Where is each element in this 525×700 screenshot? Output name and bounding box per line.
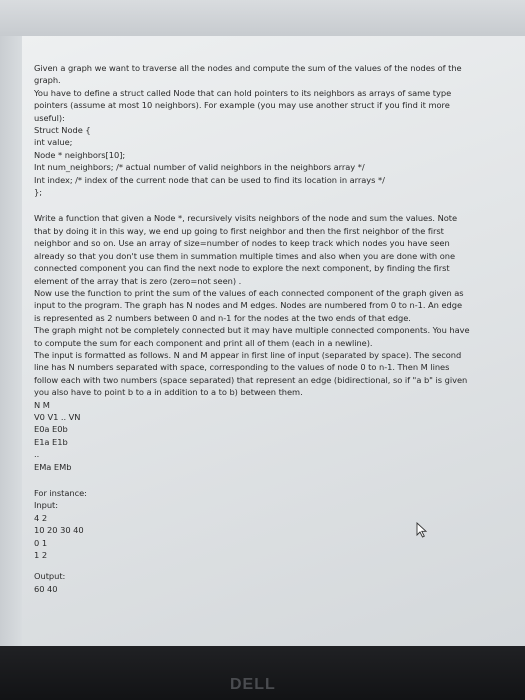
code-line: int value;	[34, 137, 73, 148]
text-line: line has N numbers separated with space, corresponding to the values of node 0 to n-1. Then M lines	[34, 362, 450, 373]
format-line: V0 V1 .. VN	[34, 411, 81, 422]
output-line: Output:	[34, 571, 66, 582]
code-line: Int index; /* index of the current node that can be used to find its location in arrays */	[34, 174, 385, 185]
format-line: EMa EMb	[34, 461, 72, 472]
example-line: For instance:	[34, 488, 87, 498]
text-line: You have to define a struct called Node that can hold pointers to its neighbors as arrays of same type	[34, 87, 452, 98]
format-line: E0a E0b	[34, 424, 68, 435]
text-line: that by doing it in this way, we end up going to first neighbor and then the first neighbor of the first	[34, 225, 444, 236]
format-line: ..	[34, 449, 40, 460]
monitor-top-edge	[0, 0, 525, 36]
code-line: Int num_neighbors; /* actual number of valid neighbors in the neighbors array */	[34, 162, 365, 173]
monitor-screen	[0, 36, 525, 646]
window-left-edge	[0, 36, 22, 646]
text-line: pointers (assume at most 10 neighbors). For example (you may use another struct if you find it more	[34, 100, 450, 111]
code-line: Struct Node {	[34, 125, 91, 136]
text-line: Write a function that given a Node *, recursively visits neighbors of the node and sum the values. Note	[34, 213, 458, 224]
output-line: 60 40	[34, 583, 58, 594]
text-line: graph.	[34, 75, 61, 86]
text-line: element of the array that is zero (zero=not seen) .	[34, 275, 242, 286]
example-line: 10 20 30 40	[34, 525, 84, 536]
text-line: is represented as 2 numbers between 0 and n-1 for the nodes at the two ends of that edge.	[34, 312, 411, 323]
text-line: already so that you don't use them in summation multiple times and also when you are done with one	[34, 250, 456, 261]
text-line: you also have to point b to a in addition to a to b) between them.	[34, 387, 303, 398]
format-line: N M	[34, 399, 50, 410]
code-line: Node * neighbors[10];	[34, 149, 126, 160]
monitor-logo: DELL	[230, 676, 276, 693]
text-line: The graph might not be completely connected but it may have multiple connected components. You have	[34, 325, 470, 336]
text-line: useful):	[34, 112, 65, 123]
mouse-cursor-icon	[416, 522, 428, 538]
text-line: Given a graph we want to traverse all the nodes and compute the sum of the values of the nodes of the	[34, 63, 462, 73]
document-text	[34, 62, 500, 595]
text-line: follow each with two numbers (space separated) that represent an edge (bidirectional, so if "a b" is given	[34, 374, 468, 385]
format-line: E1a E1b	[34, 436, 68, 447]
text-line: Now use the function to print the sum of the values of each connected component of the graph given as	[34, 287, 464, 298]
example-line: 4 2	[34, 512, 48, 523]
text-line: input to the program. The graph has N nodes and M edges. Nodes are numbered from 0 to n-1. An edge	[34, 300, 463, 311]
text-line: connected component you can find the next node to explore the next component, by finding the first	[34, 263, 450, 274]
text-line: neighbor and so on. Use an array of size=number of nodes to keep track which nodes you have seen	[34, 238, 450, 249]
example-line: Input:	[34, 500, 58, 511]
code-line: };	[34, 187, 42, 198]
text-line: to compute the sum for each component and print all of them (each in a newline).	[34, 337, 373, 348]
example-line: 0 1	[34, 537, 48, 548]
text-line: The input is formatted as follows. N and M appear in first line of input (separated by space). The second	[34, 349, 462, 360]
example-line: 1 2	[34, 550, 48, 561]
